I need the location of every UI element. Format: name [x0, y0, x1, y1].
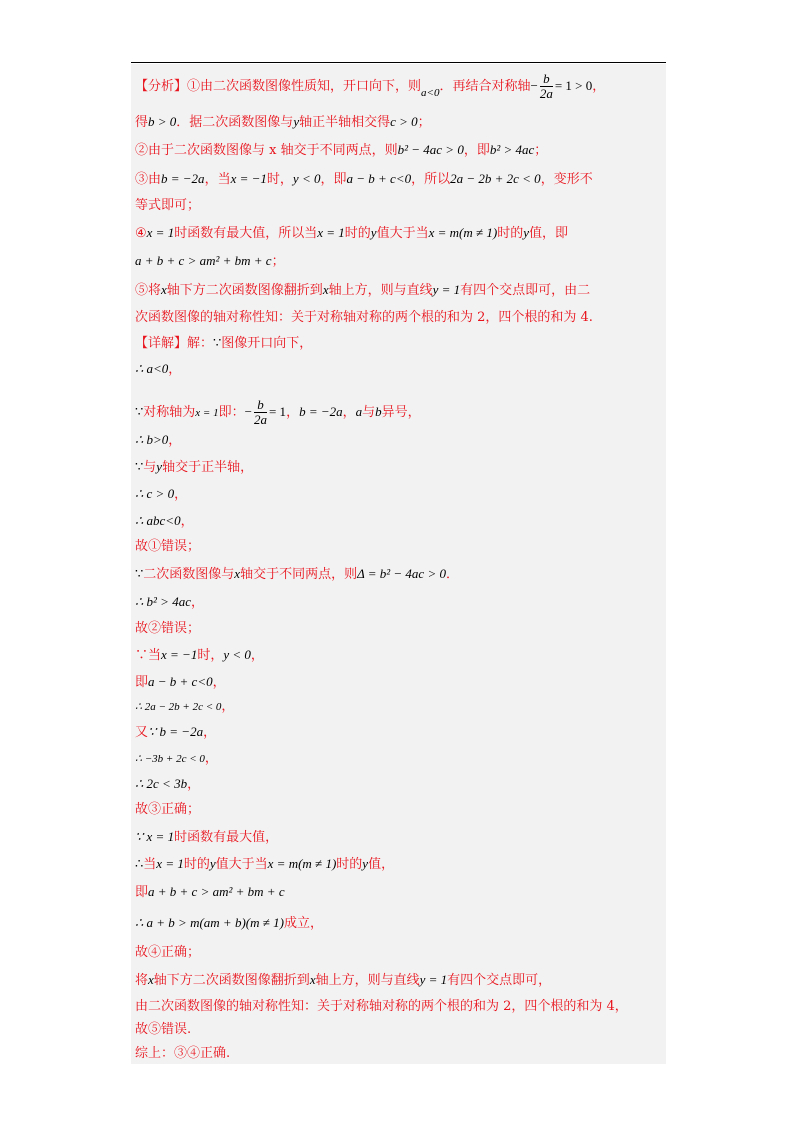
- text: 有四个交点即可，: [447, 973, 552, 988]
- math: ∵ b = −2a: [148, 724, 204, 739]
- text: 时的: [183, 857, 210, 872]
- analysis-line-3: [135, 142, 547, 159]
- math: x = 1: [317, 225, 345, 240]
- text: 得: [135, 115, 149, 130]
- text: 次函数图像的轴对称性知：关于对称轴对称的两个根的和为 2，四个根的和为 4.: [135, 310, 593, 325]
- text: 即: [135, 675, 149, 690]
- math: c > 0: [390, 114, 418, 129]
- detail-line-19: [135, 829, 278, 846]
- analysis-line-1: [135, 72, 605, 101]
- detail-line-2: [135, 361, 181, 378]
- text: ，: [190, 595, 204, 610]
- math: a<0: [421, 87, 440, 99]
- math: y: [362, 856, 369, 871]
- math: y: [156, 459, 163, 474]
- math: a − b + c<0: [148, 674, 213, 689]
- text: 时的: [344, 226, 371, 241]
- detail-line-5: [135, 459, 253, 476]
- math: y: [209, 856, 216, 871]
- detail-line-8: [135, 539, 200, 555]
- math: b: [375, 404, 382, 419]
- text: ．再结合对称轴: [439, 79, 531, 94]
- math: ∵: [213, 335, 222, 350]
- math: y < 0: [223, 647, 251, 662]
- text: 即：: [218, 405, 245, 420]
- text: 轴上方，则与直线: [315, 973, 420, 988]
- text: ∵当: [135, 648, 162, 663]
- text: 轴下方二次函数图像翻折到: [153, 973, 310, 988]
- math: x = −1: [230, 171, 267, 186]
- math: a + b + c > am² + bm + c: [148, 884, 285, 899]
- text: 时的: [336, 857, 363, 872]
- detail-line-21: [135, 884, 285, 901]
- text: ，: [204, 751, 218, 766]
- detail-line-1: [135, 335, 312, 352]
- math: b = −2a: [161, 171, 205, 186]
- math: ∵: [135, 566, 144, 581]
- text: 轴上方，则与直线: [328, 283, 433, 298]
- text: ③由: [135, 172, 162, 187]
- math: x: [234, 566, 241, 581]
- text: 由二次函数图像的轴对称性知：关于对称轴对称的两个根的和为 2，四个根的和为 4，: [135, 999, 628, 1014]
- detail-line-9: [135, 566, 459, 583]
- math: b > 0: [148, 114, 177, 129]
- text: 【详解】解：: [135, 336, 214, 351]
- math: ∴ −3b + 2c < 0: [135, 753, 205, 765]
- math: ∴ 2c < 3b: [135, 776, 188, 791]
- detail-line-11: [135, 621, 200, 637]
- text: ④: [135, 226, 147, 241]
- math: ∴ a + b > m(am + b)(m ≠ 1): [135, 915, 284, 930]
- math: ∴: [135, 856, 144, 871]
- math: ∴ b² > 4ac: [135, 594, 191, 609]
- text: 即: [135, 885, 149, 900]
- math: Δ = b² − 4ac > 0: [357, 566, 446, 581]
- text: ，: [212, 675, 226, 690]
- text: ，即: [463, 143, 490, 158]
- text: ；: [417, 115, 431, 130]
- text: 时，: [197, 648, 224, 663]
- text: 时函数有最大值，: [174, 830, 279, 845]
- text: 当: [143, 857, 157, 872]
- detail-line-17: [135, 776, 200, 793]
- math: = 1: [268, 404, 287, 419]
- text: 将: [135, 973, 149, 988]
- analysis-line-6: [135, 225, 568, 242]
- math: b² − 4ac > 0: [397, 142, 464, 157]
- math: x = −1: [161, 647, 198, 662]
- text: ，: [286, 405, 300, 420]
- detail-line-16: [135, 751, 218, 767]
- text: ，变形不: [540, 172, 593, 187]
- text: 二次函数图像与: [143, 567, 235, 582]
- fraction-numerator: b: [540, 72, 553, 87]
- math: a + b + c > am² + bm + c: [135, 253, 272, 268]
- detail-line-12: [135, 647, 264, 664]
- math: ∴ 2a − 2b + 2c < 0: [135, 701, 222, 713]
- text: ，所以: [411, 172, 451, 187]
- text: 【分析】①由二次函数图像性质知，开口向下，则: [135, 79, 422, 94]
- top-rule: [131, 62, 666, 63]
- text: ，: [180, 514, 194, 529]
- text: 对称轴为: [143, 405, 196, 420]
- text: 值大于当: [215, 857, 268, 872]
- math: ∴ abc<0: [135, 513, 181, 528]
- analysis-line-8: [135, 282, 590, 299]
- text: 与: [143, 460, 157, 475]
- analysis-line-9: [135, 310, 593, 326]
- text: 值，: [368, 857, 395, 872]
- math: y = 1: [419, 972, 448, 987]
- math: x: [309, 972, 316, 987]
- text: ，: [187, 777, 201, 792]
- text: 图像开口向下，: [221, 336, 313, 351]
- analysis-line-7: [135, 253, 285, 270]
- text: 故①错误；: [135, 539, 201, 554]
- text: 轴交于正半轴，: [162, 460, 254, 475]
- text: ．: [445, 567, 459, 582]
- math: x = 1: [195, 407, 219, 419]
- text: 与: [362, 405, 376, 420]
- math: a: [355, 404, 363, 419]
- math: x = 1: [156, 856, 184, 871]
- detail-line-7: [135, 513, 194, 530]
- analysis-line-2: [135, 114, 431, 131]
- text: ，当: [204, 172, 231, 187]
- solution-panel: [131, 64, 666, 1064]
- math: ∵: [135, 404, 144, 419]
- text: ．据二次函数图像与: [176, 115, 294, 130]
- text: 故⑤错误.: [135, 1022, 192, 1037]
- detail-line-24: [135, 972, 551, 989]
- math: = 1 > 0: [554, 78, 593, 93]
- text: ，: [342, 405, 356, 420]
- fraction-denominator: 2a: [539, 86, 553, 101]
- detail-line-26: [135, 1022, 191, 1038]
- detail-line-27: [135, 1046, 230, 1062]
- math: y = 1: [432, 282, 461, 297]
- detail-line-18: [135, 802, 200, 818]
- math: x = m(m ≠ 1): [267, 856, 337, 871]
- detail-line-20: [135, 856, 394, 873]
- text: 故③正确；: [135, 802, 201, 817]
- detail-line-10: [135, 594, 204, 611]
- math: −: [530, 78, 538, 93]
- fraction-denominator: 2a: [253, 412, 267, 427]
- text: ，: [203, 725, 217, 740]
- math: x = m(m ≠ 1): [428, 225, 498, 240]
- text: 轴下方二次函数图像翻折到: [166, 283, 323, 298]
- text: ；: [271, 254, 285, 269]
- text: 又: [135, 725, 149, 740]
- math: ∴ b>0: [135, 432, 169, 447]
- text: 等式即可；: [135, 198, 201, 213]
- math: x: [161, 282, 167, 297]
- detail-line-22: [135, 915, 323, 932]
- text: ，即: [320, 172, 347, 187]
- text: ，: [221, 699, 235, 714]
- detail-line-13: [135, 674, 226, 691]
- text: ，: [174, 487, 188, 502]
- math: 2a − 2b + 2c < 0: [450, 171, 541, 186]
- text: 时的: [497, 226, 524, 241]
- detail-line-3: [135, 398, 421, 427]
- text: ②由于二次函数图像与 x 轴交于不同两点，则: [135, 143, 398, 158]
- math: ∵ x = 1: [135, 829, 175, 844]
- text: 值大于当: [376, 226, 429, 241]
- math: a − b + c<0: [346, 171, 412, 186]
- detail-line-14: [135, 699, 234, 715]
- text: ，: [250, 648, 264, 663]
- math: x: [148, 972, 154, 987]
- detail-line-6: [135, 486, 187, 503]
- math: ∵: [135, 459, 144, 474]
- math: y: [293, 114, 300, 129]
- text: 轴正半轴相交得: [299, 115, 391, 130]
- fraction-b-over-2a: [540, 72, 553, 101]
- fraction-numerator: b: [254, 398, 267, 413]
- analysis-line-5: [135, 198, 200, 214]
- detail-line-4: [135, 432, 181, 449]
- text: ；: [534, 143, 548, 158]
- math: −: [244, 404, 252, 419]
- detail-line-23: [135, 945, 200, 961]
- text: ，: [168, 433, 182, 448]
- text: 成立，: [283, 916, 323, 931]
- text: 有四个交点即可，由二: [460, 283, 591, 298]
- fraction-b-over-2a: [254, 398, 267, 427]
- text: ，: [168, 362, 182, 377]
- analysis-line-4: [135, 171, 593, 188]
- text: 轴交于不同两点，则: [240, 567, 358, 582]
- text: 故④正确；: [135, 945, 201, 960]
- text: 时函数有最大值，所以当: [174, 226, 318, 241]
- detail-line-25: [135, 999, 628, 1015]
- math: b = −2a: [299, 404, 343, 419]
- math: y < 0: [292, 171, 321, 186]
- text: 时，: [266, 172, 293, 187]
- math: ∴ a<0: [135, 361, 169, 376]
- math: x = 1: [146, 225, 175, 240]
- math: x: [322, 282, 329, 297]
- text: ，: [592, 79, 606, 94]
- math: b² > 4ac: [489, 142, 535, 157]
- math: y: [523, 225, 529, 240]
- math: ∴ c > 0: [135, 486, 175, 501]
- text: ⑤将: [135, 283, 162, 298]
- text: 综上：③④正确.: [135, 1046, 231, 1061]
- text: 故②错误；: [135, 621, 201, 636]
- math: y: [370, 225, 377, 240]
- text: 异号，: [381, 405, 421, 420]
- detail-line-15: [135, 724, 216, 741]
- text: 值，即: [529, 226, 569, 241]
